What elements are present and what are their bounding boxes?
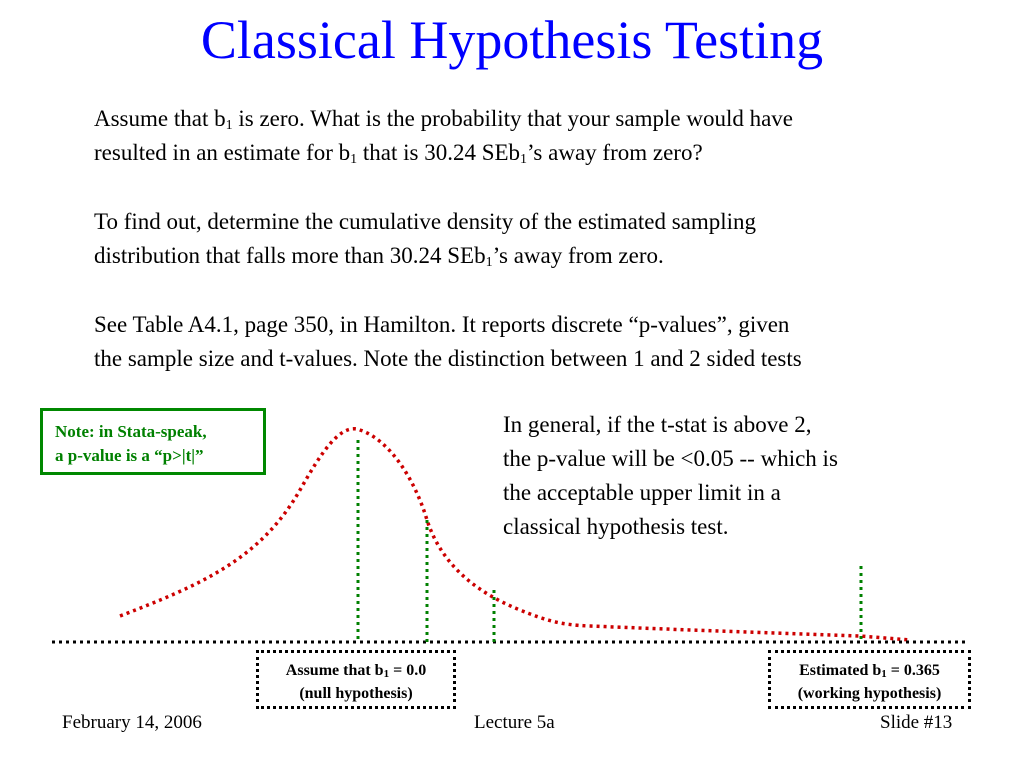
footer-slide-number: Slide #13 [880, 712, 953, 733]
label-line: (null hypothesis) [299, 685, 413, 702]
working-hypothesis-label [768, 650, 971, 709]
label-line: Assume that $b_1 = 0.0$ [285, 662, 427, 680]
paragraph-line: To find out, determine the cumulative density of the estimated sampling [94, 209, 757, 234]
note-line: Note: in Stata-speak, [55, 422, 207, 441]
paragraph-line: distribution that falls more than 30.24 SEb$_1$’s away from zero. [94, 243, 664, 270]
paragraph-line: resulted in an estimate for $b_1$ that is 30.24 SEb$_1$’s away from zero? [94, 140, 703, 167]
slide-title: Classical Hypothesis Testing [200, 10, 824, 70]
footer-date: February 14, 2006 [62, 712, 202, 733]
density-curve [120, 429, 910, 640]
general-line: In general, if the t-stat is above 2, [503, 412, 812, 437]
paragraph-line: the sample size and t-values. Note the distinction between 1 and 2 sided tests [94, 346, 802, 371]
paragraph-line: Assume that $b_1$ is zero. What is the probability that your sample would have [94, 106, 793, 133]
null-hypothesis-label [256, 650, 456, 709]
footer-lecture: Lecture 5a [474, 712, 555, 733]
note-line: a p-value is a “p>|t|” [55, 446, 204, 465]
general-line: classical hypothesis test. [503, 514, 729, 539]
label-line: Estimated $b_1 = 0.365$ [799, 662, 940, 680]
general-line: the acceptable upper limit in a [503, 480, 781, 505]
paragraph-line: See Table A4.1, page 350, in Hamilton. It reports discrete “p-values”, given [94, 312, 790, 337]
general-line: the p-value will be <0.05 -- which is [503, 446, 838, 471]
label-line: (working hypothesis) [797, 685, 942, 702]
